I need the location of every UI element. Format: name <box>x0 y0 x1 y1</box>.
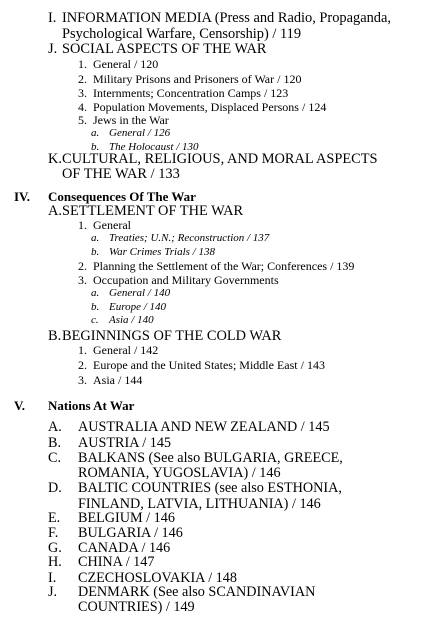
toc-label: C. <box>48 450 62 466</box>
toc-entry-text: CHINA / 147 <box>78 554 155 570</box>
toc-entry-text: FINLAND, LATVIA, LITHUANIA) / 146 <box>78 496 321 512</box>
toc-entry-text: Occupation and Military Governments <box>93 273 279 287</box>
toc-entry-text: BEGINNINGS OF THE COLD WAR <box>62 328 282 344</box>
toc-label: J. <box>48 41 58 57</box>
toc-label: 5. <box>78 113 87 127</box>
toc-entry-text: General / 142 <box>93 343 159 357</box>
toc-label: 2. <box>78 358 87 372</box>
toc-label: I. <box>48 570 57 586</box>
toc-entry-text: SOCIAL ASPECTS OF THE WAR <box>62 41 267 57</box>
toc-entry-text: CULTURAL, RELIGIOUS, AND MORAL ASPECTS <box>62 151 378 167</box>
toc-label: b. <box>91 301 100 313</box>
toc-entry-text: Nations At War <box>48 398 135 413</box>
toc-label: a. <box>91 232 100 244</box>
toc-label: 1. <box>78 343 87 357</box>
toc-entry-text: Psychological Warfare, Censorship) / 119 <box>62 26 302 42</box>
toc-entry-text: Internments; Concentration Camps / 123 <box>93 86 289 100</box>
toc-entry-text: Military Prisons and Prisoners of War / 120 <box>93 72 302 86</box>
toc-label: 3. <box>78 373 87 387</box>
toc-label: K. <box>48 151 62 167</box>
toc-entry-text: INFORMATION MEDIA (Press and Radio, Propaganda, <box>62 10 391 26</box>
toc-entry-text: CZECHOSLOVAKIA / 148 <box>78 570 237 586</box>
toc-label: 2. <box>78 72 87 86</box>
toc-entry-text: COUNTRIES) / 149 <box>78 599 195 615</box>
toc-label: a. <box>91 127 100 139</box>
toc-entry-text: Europe and the United States; Middle East / 143 <box>93 358 325 372</box>
toc-entry-text: Planning the Settlement of the War; Conferences / 139 <box>93 259 355 273</box>
toc-label: b. <box>91 141 100 153</box>
toc-label: 2. <box>78 259 87 273</box>
toc-entry-text: General / 140 <box>109 287 171 299</box>
toc-label: IV. <box>14 189 31 204</box>
toc-entry-text: Asia / 144 <box>93 373 143 387</box>
toc-label: G. <box>48 540 62 556</box>
toc-label: B. <box>48 328 62 344</box>
toc-entry-text: SETTLEMENT OF THE WAR <box>62 203 244 219</box>
toc-entry-text: General / 120 <box>93 57 159 71</box>
toc-entry-text: War Crimes Trials / 138 <box>109 246 215 258</box>
toc-label: J. <box>48 584 58 600</box>
toc-label: H. <box>48 554 62 570</box>
toc-label: E. <box>48 510 61 526</box>
toc-entry-text: BALTIC COUNTRIES (see also ESTHONIA, <box>78 480 342 496</box>
toc-entry-text: ROMANIA, YUGOSLAVIA) / 146 <box>78 465 281 481</box>
toc-label: 1. <box>78 57 87 71</box>
toc-entry-text: Asia / 140 <box>109 314 154 326</box>
toc-label: I. <box>48 10 57 26</box>
toc-label: b. <box>91 246 100 258</box>
toc-label: a. <box>91 287 100 299</box>
toc-label: F. <box>48 525 59 541</box>
toc-label: c. <box>91 314 99 326</box>
toc-label: A. <box>48 203 62 219</box>
toc-label: B. <box>48 435 62 451</box>
toc-label: 1. <box>78 218 87 232</box>
toc-entry-text: General / 126 <box>109 127 171 139</box>
toc-entry-text: AUSTRALIA AND NEW ZEALAND / 145 <box>78 419 330 435</box>
toc-entry-text: Consequences Of The War <box>48 189 196 204</box>
toc-label: A. <box>48 419 62 435</box>
toc-entry-text: OF THE WAR / 133 <box>62 166 180 182</box>
toc-entry-text: CANADA / 146 <box>78 540 171 556</box>
toc-entry-text: BALKANS (See also BULGARIA, GREECE, <box>78 450 343 466</box>
toc-label: 3. <box>78 86 87 100</box>
toc-entry-text: BULGARIA / 146 <box>78 525 183 541</box>
toc-entry-text: BELGIUM / 146 <box>78 510 175 526</box>
toc-entry-text: Europe / 140 <box>109 301 167 313</box>
toc-entry-text: General <box>93 218 131 232</box>
toc-entry-text: DENMARK (See also SCANDINAVIAN <box>78 584 316 600</box>
toc-label: 4. <box>78 100 87 114</box>
toc-label: 3. <box>78 273 87 287</box>
toc-entry-text: AUSTRIA / 145 <box>78 435 172 451</box>
toc-label: V. <box>14 398 25 413</box>
toc-entry-text: Treaties; U.N.; Reconstruction / 137 <box>109 232 270 244</box>
toc-label: D. <box>48 480 62 496</box>
toc-entry-text: Population Movements, Displaced Persons / 124 <box>93 100 327 114</box>
toc-entry-text: The Holocaust / 130 <box>109 141 199 153</box>
toc-entry-text: Jews in the War <box>93 113 169 127</box>
